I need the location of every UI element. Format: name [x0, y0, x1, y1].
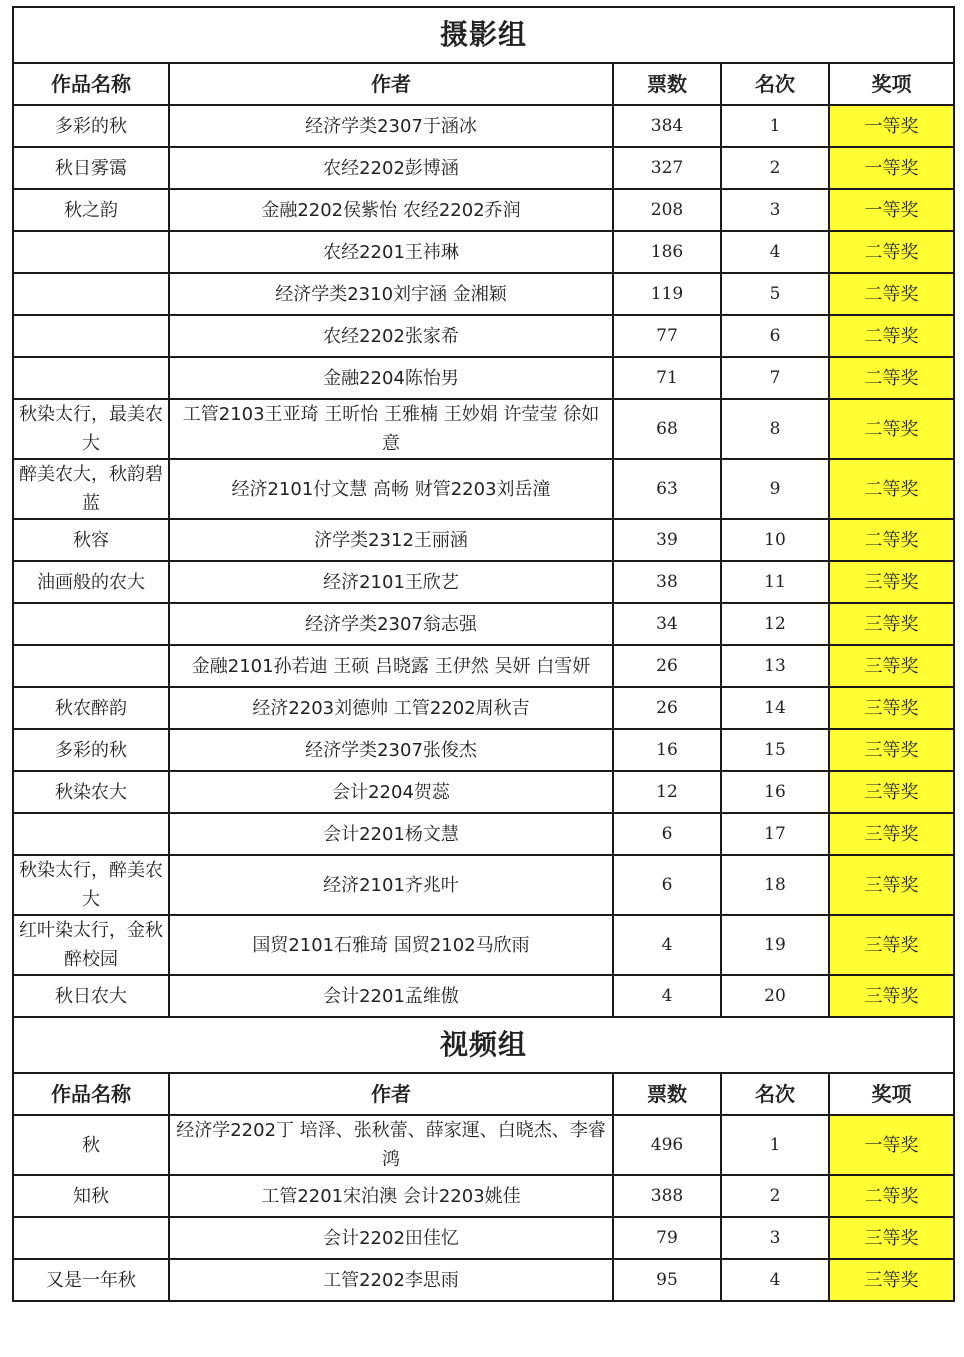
author-cell: 国贸2101石雅琦 国贸2102马欣雨	[169, 915, 613, 975]
rank-cell: 13	[721, 645, 829, 687]
rank-cell: 8	[721, 399, 829, 459]
author-cell: 经济2101付文慧 高畅 财管2203刘岳潼	[169, 459, 613, 519]
award-cell: 二等奖	[829, 231, 954, 273]
table-row	[13, 459, 954, 519]
video-section-title-row	[13, 1017, 954, 1073]
results-table	[12, 6, 955, 1302]
award-cell: 三等奖	[829, 855, 954, 915]
work-name-cell	[13, 231, 169, 273]
video-header-row	[13, 1073, 954, 1115]
work-name-cell	[13, 645, 169, 687]
work-name-cell: 秋容	[13, 519, 169, 561]
votes-cell: 6	[613, 813, 721, 855]
votes-cell: 63	[613, 459, 721, 519]
work-name-cell: 多彩的秋	[13, 105, 169, 147]
work-name-cell: 油画般的农大	[13, 561, 169, 603]
award-cell: 三等奖	[829, 915, 954, 975]
table-row	[13, 231, 954, 273]
award-cell: 三等奖	[829, 1259, 954, 1301]
table-row	[13, 561, 954, 603]
votes-cell: 4	[613, 915, 721, 975]
votes-cell: 77	[613, 315, 721, 357]
votes-cell: 384	[613, 105, 721, 147]
header-votes: 票数	[613, 1073, 721, 1115]
work-name-cell: 秋染太行，醉美农大	[13, 855, 169, 915]
work-name-cell: 多彩的秋	[13, 729, 169, 771]
work-name-cell: 秋日雾霭	[13, 147, 169, 189]
award-cell: 二等奖	[829, 459, 954, 519]
award-cell: 一等奖	[829, 147, 954, 189]
work-name-cell: 知秋	[13, 1175, 169, 1217]
award-cell: 二等奖	[829, 315, 954, 357]
work-name-cell: 又是一年秋	[13, 1259, 169, 1301]
table-row	[13, 813, 954, 855]
table-row	[13, 315, 954, 357]
rank-cell: 3	[721, 1217, 829, 1259]
rank-cell: 15	[721, 729, 829, 771]
table-row	[13, 1217, 954, 1259]
votes-cell: 4	[613, 975, 721, 1017]
rank-cell: 1	[721, 1115, 829, 1175]
votes-cell: 39	[613, 519, 721, 561]
award-cell: 三等奖	[829, 645, 954, 687]
header-award: 奖项	[829, 63, 954, 105]
author-cell: 金融2202侯紫怡 农经2202乔润	[169, 189, 613, 231]
rank-cell: 2	[721, 147, 829, 189]
rank-cell: 14	[721, 687, 829, 729]
rank-cell: 10	[721, 519, 829, 561]
award-cell: 三等奖	[829, 1217, 954, 1259]
photo-header-row	[13, 63, 954, 105]
work-name-cell	[13, 603, 169, 645]
header-rank: 名次	[721, 1073, 829, 1115]
votes-cell: 95	[613, 1259, 721, 1301]
rank-cell: 11	[721, 561, 829, 603]
award-cell: 三等奖	[829, 561, 954, 603]
rank-cell: 2	[721, 1175, 829, 1217]
table-row	[13, 1115, 954, 1175]
work-name-cell	[13, 315, 169, 357]
votes-cell: 12	[613, 771, 721, 813]
award-cell: 一等奖	[829, 189, 954, 231]
award-cell: 三等奖	[829, 813, 954, 855]
votes-cell: 26	[613, 645, 721, 687]
votes-cell: 186	[613, 231, 721, 273]
work-name-cell	[13, 1217, 169, 1259]
table-row	[13, 915, 954, 975]
rank-cell: 16	[721, 771, 829, 813]
votes-cell: 79	[613, 1217, 721, 1259]
results-table-body	[13, 7, 954, 1301]
award-cell: 一等奖	[829, 1115, 954, 1175]
author-cell: 金融2101孙若迪 王硕 吕晓露 王伊然 吴妍 白雪妍	[169, 645, 613, 687]
votes-cell: 327	[613, 147, 721, 189]
header-work: 作品名称	[13, 63, 169, 105]
work-name-cell: 醉美农大，秋韵碧蓝	[13, 459, 169, 519]
votes-cell: 68	[613, 399, 721, 459]
author-cell: 经济学类2310刘宇涵 金湘颖	[169, 273, 613, 315]
table-row	[13, 273, 954, 315]
header-award: 奖项	[829, 1073, 954, 1115]
table-row	[13, 729, 954, 771]
award-cell: 二等奖	[829, 519, 954, 561]
work-name-cell: 秋之韵	[13, 189, 169, 231]
author-cell: 经济2101齐兆叶	[169, 855, 613, 915]
rank-cell: 20	[721, 975, 829, 1017]
table-row	[13, 357, 954, 399]
table-row	[13, 1175, 954, 1217]
table-row	[13, 147, 954, 189]
author-cell: 金融2204陈怡男	[169, 357, 613, 399]
author-cell: 经济学类2307张俊杰	[169, 729, 613, 771]
author-cell: 工管2201宋泊澳 会计2203姚佳	[169, 1175, 613, 1217]
header-rank: 名次	[721, 63, 829, 105]
author-cell: 经济2203刘德帅 工管2202周秋吉	[169, 687, 613, 729]
work-name-cell	[13, 273, 169, 315]
rank-cell: 7	[721, 357, 829, 399]
rank-cell: 19	[721, 915, 829, 975]
votes-cell: 16	[613, 729, 721, 771]
votes-cell: 71	[613, 357, 721, 399]
table-row	[13, 855, 954, 915]
rank-cell: 6	[721, 315, 829, 357]
rank-cell: 18	[721, 855, 829, 915]
votes-cell: 119	[613, 273, 721, 315]
rank-cell: 12	[721, 603, 829, 645]
author-cell: 经济2101王欣艺	[169, 561, 613, 603]
award-cell: 三等奖	[829, 729, 954, 771]
header-author: 作者	[169, 63, 613, 105]
table-row	[13, 105, 954, 147]
work-name-cell: 秋农醉韵	[13, 687, 169, 729]
work-name-cell: 红叶染太行，金秋醉校园	[13, 915, 169, 975]
rank-cell: 5	[721, 273, 829, 315]
header-votes: 票数	[613, 63, 721, 105]
work-name-cell	[13, 357, 169, 399]
votes-cell: 34	[613, 603, 721, 645]
video-section-title: 视频组	[13, 1017, 954, 1073]
rank-cell: 3	[721, 189, 829, 231]
author-cell: 经济学类2307于涵冰	[169, 105, 613, 147]
author-cell: 济学类2312王丽涵	[169, 519, 613, 561]
author-cell: 工管2202李思雨	[169, 1259, 613, 1301]
award-cell: 三等奖	[829, 687, 954, 729]
photo-section-title: 摄影组	[13, 7, 954, 63]
table-row	[13, 687, 954, 729]
table-row	[13, 189, 954, 231]
votes-cell: 208	[613, 189, 721, 231]
table-row	[13, 603, 954, 645]
award-cell: 一等奖	[829, 105, 954, 147]
votes-cell: 496	[613, 1115, 721, 1175]
votes-cell: 26	[613, 687, 721, 729]
author-cell: 农经2201王祎琳	[169, 231, 613, 273]
award-cell: 三等奖	[829, 975, 954, 1017]
award-cell: 三等奖	[829, 603, 954, 645]
work-name-cell	[13, 813, 169, 855]
award-cell: 二等奖	[829, 273, 954, 315]
author-cell: 会计2201孟维傲	[169, 975, 613, 1017]
table-row	[13, 519, 954, 561]
work-name-cell: 秋日农大	[13, 975, 169, 1017]
table-row	[13, 771, 954, 813]
author-cell: 农经2202彭博涵	[169, 147, 613, 189]
table-row	[13, 399, 954, 459]
author-cell: 会计2201杨文慧	[169, 813, 613, 855]
table-row	[13, 975, 954, 1017]
results-sheet	[12, 6, 953, 1302]
award-cell: 二等奖	[829, 399, 954, 459]
author-cell: 工管2103王亚琦 王昕怡 王雅楠 王妙娟 许莹莹 徐如意	[169, 399, 613, 459]
author-cell: 经济学类2307翁志强	[169, 603, 613, 645]
table-row	[13, 645, 954, 687]
award-cell: 二等奖	[829, 357, 954, 399]
author-cell: 农经2202张家希	[169, 315, 613, 357]
header-work: 作品名称	[13, 1073, 169, 1115]
photo-section-title-row	[13, 7, 954, 63]
work-name-cell: 秋染农大	[13, 771, 169, 813]
table-row	[13, 1259, 954, 1301]
rank-cell: 4	[721, 1259, 829, 1301]
work-name-cell: 秋	[13, 1115, 169, 1175]
rank-cell: 9	[721, 459, 829, 519]
award-cell: 三等奖	[829, 771, 954, 813]
rank-cell: 1	[721, 105, 829, 147]
votes-cell: 6	[613, 855, 721, 915]
votes-cell: 388	[613, 1175, 721, 1217]
author-cell: 会计2202田佳忆	[169, 1217, 613, 1259]
author-cell: 会计2204贺蕊	[169, 771, 613, 813]
rank-cell: 17	[721, 813, 829, 855]
award-cell: 二等奖	[829, 1175, 954, 1217]
rank-cell: 4	[721, 231, 829, 273]
votes-cell: 38	[613, 561, 721, 603]
author-cell: 经济学2202丁 培泽、张秋蕾、薛家運、白晓杰、李睿鸿	[169, 1115, 613, 1175]
work-name-cell: 秋染太行，最美农大	[13, 399, 169, 459]
header-author: 作者	[169, 1073, 613, 1115]
